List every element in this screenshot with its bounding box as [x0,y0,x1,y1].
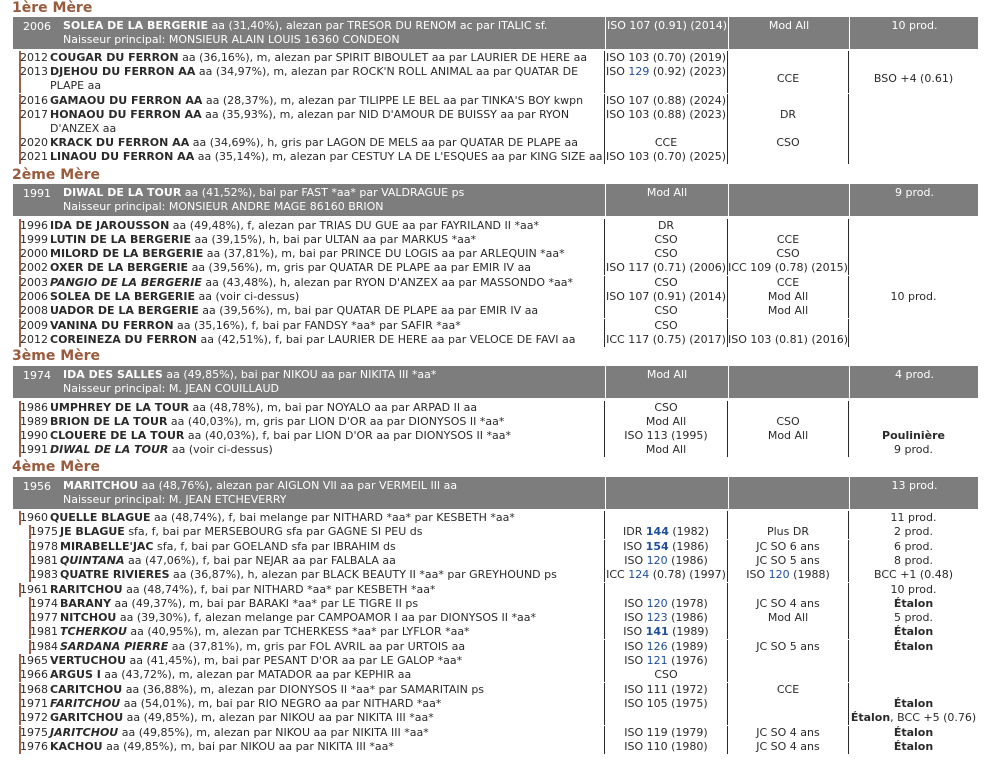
row-col2: Mod All [767,611,809,625]
row-name: VERTUCHOU [50,654,127,667]
row-desc: aa (35,16%), f, bai par FANDSY *aa* par SAFIR *aa* [173,318,461,332]
row-col1: ISO 141 (1989) [623,625,709,639]
header-name: DIWAL DE LA TOUR [63,186,182,199]
row-col1: ISO 119 (1979) [624,725,708,739]
row-text [50,261,531,275]
row-text [50,51,587,65]
row-name: BARANY [60,596,112,610]
row-year: 1975 [30,525,58,539]
table-row [13,247,978,261]
table-row [13,554,978,568]
row-name: TCHERKOU [60,625,127,639]
row-text [50,333,576,347]
row-col2: JC SO 5 ans [756,639,820,653]
header-name-block [63,368,436,396]
row-text [60,640,465,654]
row-col2: CSO [776,247,800,261]
table-row [13,540,978,554]
section-title-1: 1ère Mère [12,0,93,16]
row-year: 2003 [20,275,48,289]
row-col2: Plus DR [766,525,809,539]
row-name: OXER DE LA BERGERIE [50,261,189,275]
header-col2 [728,17,849,49]
table-row [13,150,978,164]
row-col1: Mod All [645,443,687,457]
row-year: 1976 [20,739,48,753]
row-year: 1986 [20,400,48,414]
row-col1: ISO 113 (1995) [624,429,708,443]
row-desc: aa (49,85%), m, alezan par NIKOU aa par NIKITA III *aa* [118,725,429,739]
dam-header-1 [13,17,978,49]
row-year: 1961 [20,582,48,596]
row-text [50,108,569,122]
row-col1: ISO 110 (1980) [624,739,708,753]
row-desc: aa (42,51%), f, bai par LAURIER DE HERE aa par VELOCE DE FAVI aa [196,332,576,346]
row-text [50,654,462,668]
row-year: 1981 [30,553,58,567]
table-row [13,525,978,539]
row-col3: 5 prod. [894,611,933,625]
row-col1: ICC 117 (0.75) (2017) [606,332,726,346]
row-desc: aa (39,30%), f, alezan melange par CAMPOAMOR I aa par DIONYSOS II *aa* [116,611,536,625]
row-year: 1975 [20,725,48,739]
section-title-3: 3ème Mère [12,348,101,364]
header-col2 [728,477,849,509]
row-text [50,740,394,754]
header-col3: 4 prod. [849,366,979,398]
table-row [13,697,978,711]
row-name: DJEHOU DU FERRON AA [50,65,196,78]
row-year: 1989 [20,414,48,428]
row-text [60,540,396,554]
row-year: 1999 [20,232,48,246]
dam-header-2 [13,184,978,216]
table-row [13,740,978,754]
row-desc: aa (43,72%), m, alezan par MATADOR aa par KEPHIR aa [100,668,412,682]
table-row [13,711,978,725]
row-name: QUATRE RIVIERES [60,568,170,582]
row-text [60,611,536,625]
row-name: UMPHREY DE LA TOUR [50,400,190,414]
row-col1: ICC 124 (0.78) (1997) [606,568,726,582]
table-row [13,136,978,150]
row-text [50,304,538,318]
row-col2: DR [779,108,797,121]
row-col1: CSO [654,668,678,682]
row-text [50,711,434,725]
header-desc: aa (31,40%), alezan par TRESOR DU RENOM ac par ITALIC sf. [207,19,548,32]
row-text [50,136,578,150]
row-year: 1966 [20,668,48,682]
header-col1 [605,17,728,49]
row-col2: CCE [776,275,800,289]
row-name: QUINTANA [60,553,125,567]
table-row [13,233,978,247]
row-col3: 6 prod. [894,539,933,553]
header-year: 1974 [23,369,51,382]
header-col2-text: Mod All [768,19,810,32]
row-desc: aa (37,81%), m, gris par FOL AVRIL aa par URTOIS aa [168,639,466,653]
row-text [50,443,273,457]
row-col2: ICC 109 (0.78) (2015) [728,261,848,275]
row-col3: 9 prod. [894,443,933,457]
row-desc: aa (37,81%), m, bai par PRINCE DU LOGIS aa par ARLEQUIN *aa* [203,247,565,261]
row-col1: ISO 123 (1986) [624,611,708,625]
row-desc: aa (36,87%), h, alezan par BLACK BEAUTY II *aa* par GREYHOUND ps [169,568,557,582]
row-desc: aa (48,74%), f, bai par NITHARD *aa* par KESBETH *aa* [122,582,436,596]
row-text [60,554,396,568]
row-col2: JC SO 5 ans [756,553,820,567]
row-col3: 2 prod. [894,525,933,539]
row-col2: JC SO 4 ans [756,725,820,739]
header-col1 [605,477,728,509]
row-desc: aa (34,97%), m, alezan par ROCK'N ROLL ANIMAL aa par QUATAR DE [195,65,579,78]
row-text [50,94,583,108]
row-name: LINAOU DU FERRON AA [50,150,195,163]
row-col3: Étalon [893,639,934,653]
row-name: NITCHOU [60,611,117,625]
table-row [13,654,978,668]
row-name: FARITCHOU [50,696,121,710]
row-desc: aa (40,95%), m, alezan par TCHERKESS *aa* par LYFLOR *aa* [126,625,470,639]
row-col3: Étalon [893,739,934,753]
table-row [13,611,978,625]
header-name-block [63,479,457,507]
row-year: 1965 [20,654,48,667]
row-col1: ISO 120 (1978) [624,596,708,610]
row-name: CARITCHOU [50,682,123,696]
row-desc: aa (49,85%), m, bai par NIKOU aa par NIKITA III *aa* [102,739,394,753]
header-year: 1956 [23,480,51,493]
row-text [50,415,504,429]
row-text [50,401,477,415]
table-row [13,511,978,525]
row-text [50,511,515,525]
row-text [60,525,423,539]
row-col2: Mod All [767,429,809,443]
row-col2: ISO 120 (1988) [746,568,830,582]
table-row [13,683,978,697]
header-breeder: Naisseur principal: MONSIEUR ALAIN LOUIS 16360 CONDEON [63,33,400,46]
table-row [13,625,978,639]
table-row [13,219,978,233]
row-name: IDA DE JAROUSSON [50,218,170,232]
row-year: 2012 [20,332,48,346]
row-desc: aa (39,15%), h, bai par ULTAN aa par MARKUS *aa* [191,232,477,246]
row-col2: Mod All [767,290,809,303]
row-col3: 11 prod. [890,511,937,524]
header-breeder: Naisseur principal: M. JEAN ETCHEVERRY [63,493,287,506]
row-col3: BSO +4 (0.61) [873,72,954,85]
row-year: 1991 [20,443,48,457]
row-desc-cont: D'ANZEX aa [50,122,117,135]
row-col3: BCC +1 (0.48) [874,568,953,582]
row-name: BRION DE LA TOUR [50,414,168,428]
dam-header-4 [13,477,978,509]
row-text [50,290,299,304]
row-col1: ISO 121 (1976) [624,654,708,667]
table-row [13,304,978,318]
row-name: SOLEA DE LA BERGERIE [50,290,195,303]
row-year: 1990 [20,429,48,443]
table-row [13,415,978,429]
table-row [13,333,978,347]
row-name: RARITCHOU [50,582,123,596]
row-text [50,583,435,597]
row-col2: ISO 103 (0.81) (2016) [728,332,849,346]
row-col2: JC SO 6 ans [756,539,820,553]
header-col3-text: 10 prod. [891,19,938,32]
row-name: MIRABELLE'JAC [60,539,154,553]
row-text [50,219,539,233]
header-desc: aa (48,76%), alezan par AIGLON VII aa par VERMEIL III aa [138,479,458,492]
row-name: MILORD DE LA BERGERIE [50,247,204,261]
row-desc: aa (36,16%), m, alezan par SPIRIT BIBOULET aa par LAURIER DE HERE aa [178,51,588,64]
table-row [13,568,978,582]
row-year: 1983 [30,568,58,582]
row-col1: CSO [654,400,678,414]
row-name: QUELLE BLAGUE [50,511,151,524]
row-col2: CCE [776,232,800,246]
row-name: KACHOU [50,739,103,753]
row-text [50,697,441,711]
header-name-block [63,186,464,214]
table-row [13,51,978,65]
header-name: SOLEA DE LA BERGERIE [63,19,208,32]
row-year: 1978 [30,539,58,553]
header-col1-text: ISO 107 (0.91) (2014) [606,19,728,32]
row-col1: IDR 144 (1982) [623,525,709,539]
row-col2: JC SO 4 ans [756,739,820,753]
row-name: UADOR DE LA BERGERIE [50,304,199,318]
row-desc: aa (40,03%), f, bai par LION D'OR aa par DIONYSOS II *aa* [184,429,511,443]
row-name: CLOUERE DE LA TOUR [50,429,185,443]
row-desc: aa (36,88%), m, alezan par DIONYSOS II *aa* par SAMARITAIN ps [122,682,485,696]
header-name: MARITCHOU [63,479,139,492]
table-row [13,108,978,136]
header-breeder: Naisseur principal: M. JEAN COUILLAUD [63,382,279,395]
row-name: LUTIN DE LA BERGERIE [50,232,191,246]
row-text [50,668,411,682]
row-desc-cont: PLAPE aa [50,79,102,92]
header-name-block [63,19,547,47]
row-col3: Étalon, BCC +5 (0.76) [850,711,977,725]
row-text [50,65,578,79]
row-col3: Étalon [893,596,934,610]
row-col1: CSO [654,318,678,332]
row-col1: DR [657,218,675,232]
row-year: 1974 [30,596,58,610]
row-text [50,247,565,261]
row-year: 1981 [30,625,58,639]
row-col3: Étalon [893,696,934,710]
row-year: 1984 [30,639,58,653]
row-name: PANGIO DE LA BERGERIE [50,275,202,289]
row-desc: aa (35,14%), m, alezan par CESTUY LA DE L'ESQUES aa par KING SIZE aa [194,150,603,163]
row-year: 2012 [20,51,48,64]
row-year: 2013 [20,65,48,78]
row-col1: ISO 107 (0.91) (2014) [605,290,727,303]
row-text [50,276,573,290]
header-year: 1991 [23,187,51,200]
row-col2: CCE [776,72,800,85]
row-text [50,150,602,164]
table-row [13,276,978,290]
row-col2: Mod All [767,304,809,318]
row-col1: ISO 103 (0.88) (2023) [605,108,727,121]
section-title-4: 4ème Mère [12,459,101,475]
row-col3: 10 prod. [890,290,937,303]
row-col1: ISO 117 (0.71) (2006) [605,261,727,275]
row-desc: aa (35,93%), m, alezan par NID D'AMOUR DE BUISSY aa par RYON [201,108,570,121]
row-desc: aa (34,69%), h, gris par LAGON DE MELS aa par QUATAR DE PLAPE aa [189,136,578,149]
header-col1: Mod All [605,366,728,398]
table-row [13,443,978,457]
table-row [13,319,978,333]
row-col1: ISO 103 (0.70) (2019) [605,51,727,64]
row-desc: aa (54,01%), m, bai par RIO NEGRO aa par NITHARD *aa* [120,696,442,710]
table-row [13,261,978,275]
row-year: 1977 [30,611,58,625]
row-col1: ISO 129 (0.92) (2023) [605,65,727,78]
table-row [13,401,978,415]
table-row [13,668,978,682]
row-col1: ISO 154 (1986) [623,539,709,553]
row-year: 2016 [20,94,48,107]
row-desc: aa (41,45%), m, bai par PESANT D'OR aa par LE GALOP *aa* [126,654,463,667]
header-col1: Mod All [605,184,728,216]
row-desc: aa (49,48%), f, alezan par TRIAS DU GUE aa par FAYRILAND II *aa* [169,218,539,232]
table-row [13,640,978,654]
table-row [13,65,978,93]
row-name: HONAOU DU FERRON AA [50,108,202,121]
row-desc: aa (39,56%), m, bai par QUATAR DE PLAPE aa par EMIR IV aa [198,304,539,318]
row-text [50,233,476,247]
row-name: JARITCHOU [50,725,119,739]
row-col1: CCE [654,136,678,149]
row-year: 2009 [20,318,48,332]
table-row [13,597,978,611]
row-name: COUGAR DU FERRON [50,51,179,64]
header-col2 [728,184,849,216]
row-year: 1960 [20,511,48,524]
row-year: 1996 [20,218,48,232]
row-desc: aa (43,48%), h, alezan par RYON D'ANZEX aa par MASSONDO *aa* [201,275,574,289]
row-col3: 8 prod. [894,553,933,567]
row-desc: aa (49,37%), m, bai par BARAKI *aa* par LE TIGRE II ps [111,596,419,610]
row-name: GAMAOU DU FERRON AA [50,94,203,107]
header-col3 [849,17,979,49]
row-desc: aa (28,37%), m, alezan par TILIPPE LE BEL aa par TINKA'S BOY kwpn [202,94,584,107]
row-col3: Poulinière [882,429,945,443]
row-desc: aa (40,03%), m, gris par LION D'OR aa par DIONYSOS II *aa* [167,414,505,428]
row-col2: CSO [776,136,800,149]
row-col1: ISO 107 (0.88) (2024) [605,94,727,107]
row-year: 2020 [20,136,48,149]
row-text [50,726,429,740]
header-breeder: Naisseur principal: MONSIEUR ANDRE MAGE 86160 BRION [63,200,384,213]
table-row [13,94,978,108]
row-year: 2000 [20,247,48,261]
row-col1: CSO [654,304,678,318]
table-row [13,290,978,304]
row-col1: CSO [654,232,678,246]
row-year: 2002 [20,261,48,275]
header-col3: 13 prod. [849,477,979,509]
section-title-2: 2ème Mère [12,167,101,183]
table-row [13,726,978,740]
header-desc: aa (49,85%), bai par NIKOU aa par NIKITA III *aa* [162,368,437,381]
row-desc: aa (49,85%), m, alezan par NIKOU aa par NIKITA III *aa* [123,711,434,725]
row-desc: aa (voir ci-dessus) [194,290,300,303]
row-year: 2008 [20,304,48,318]
row-year: 1972 [20,711,48,725]
table-row [13,429,978,443]
row-desc: aa (48,74%), f, bai melange par NITHARD *aa* par KESBETH *aa* [150,511,515,524]
row-desc: aa (39,56%), m, gris par QUATAR DE PLAPE aa par EMIR IV aa [188,261,532,275]
row-col1: ISO 111 (1972) [624,682,708,696]
row-desc: aa (voir ci-dessus) [168,443,273,457]
row-col1: ISO 103 (0.70) (2025) [605,150,727,163]
table-row [13,583,978,597]
header-year: 2006 [23,20,51,33]
row-col1: CSO [654,275,678,289]
row-text [60,625,470,639]
row-col1: ISO 105 (1975) [624,696,708,710]
row-col1: Mod All [645,414,687,428]
row-name: SARDANA PIERRE [60,639,169,653]
row-col1: ISO 126 (1989) [624,639,708,653]
row-col2: CSO [776,414,800,428]
header-desc: aa (41,52%), bai par FAST *aa* par VALDRAGUE ps [181,186,465,199]
row-name: GARITCHOU [50,711,124,725]
row-col3: Étalon [893,725,934,739]
row-col3: Étalon [893,625,934,639]
header-col2 [728,366,849,398]
row-year: 2017 [20,108,48,121]
row-col2: CCE [776,682,800,696]
row-name: VANINA DU FERRON [50,318,174,332]
row-desc: sfa, f, bai par MERSEBOURG sfa par GAGNE SI PEU ds [124,525,423,539]
header-name: IDA DES SALLES [63,368,163,381]
row-text [50,429,511,443]
row-col3: 10 prod. [890,582,937,596]
dam-header-3 [13,366,978,398]
row-name: DIWAL DE LA TOUR [50,443,169,457]
row-desc: sfa, f, bai par GOELAND sfa par IBRAHIM ds [153,539,396,553]
row-year: 2006 [20,290,48,303]
row-name: ARGUS I [50,668,101,682]
row-desc: aa (48,78%), m, bai par NOYALO aa par ARPAD II aa [189,400,478,414]
row-col1: CSO [654,247,678,261]
row-col1: ISO 120 (1986) [624,553,708,567]
row-year: 1968 [20,682,48,696]
header-col3: 9 prod. [849,184,979,216]
row-text [60,597,418,611]
row-name: COREINEZA DU FERRON [50,332,197,346]
row-desc: aa (47,06%), f, bai par NEJAR aa par FALBALA aa [124,553,396,567]
row-name: JE BLAGUE [60,525,125,539]
row-text [50,319,461,333]
row-text [50,683,484,697]
row-year: 2021 [20,150,48,163]
row-text [60,568,557,582]
row-col2: JC SO 4 ans [756,596,820,610]
row-year: 1971 [20,696,48,710]
row-name: KRACK DU FERRON AA [50,136,190,149]
